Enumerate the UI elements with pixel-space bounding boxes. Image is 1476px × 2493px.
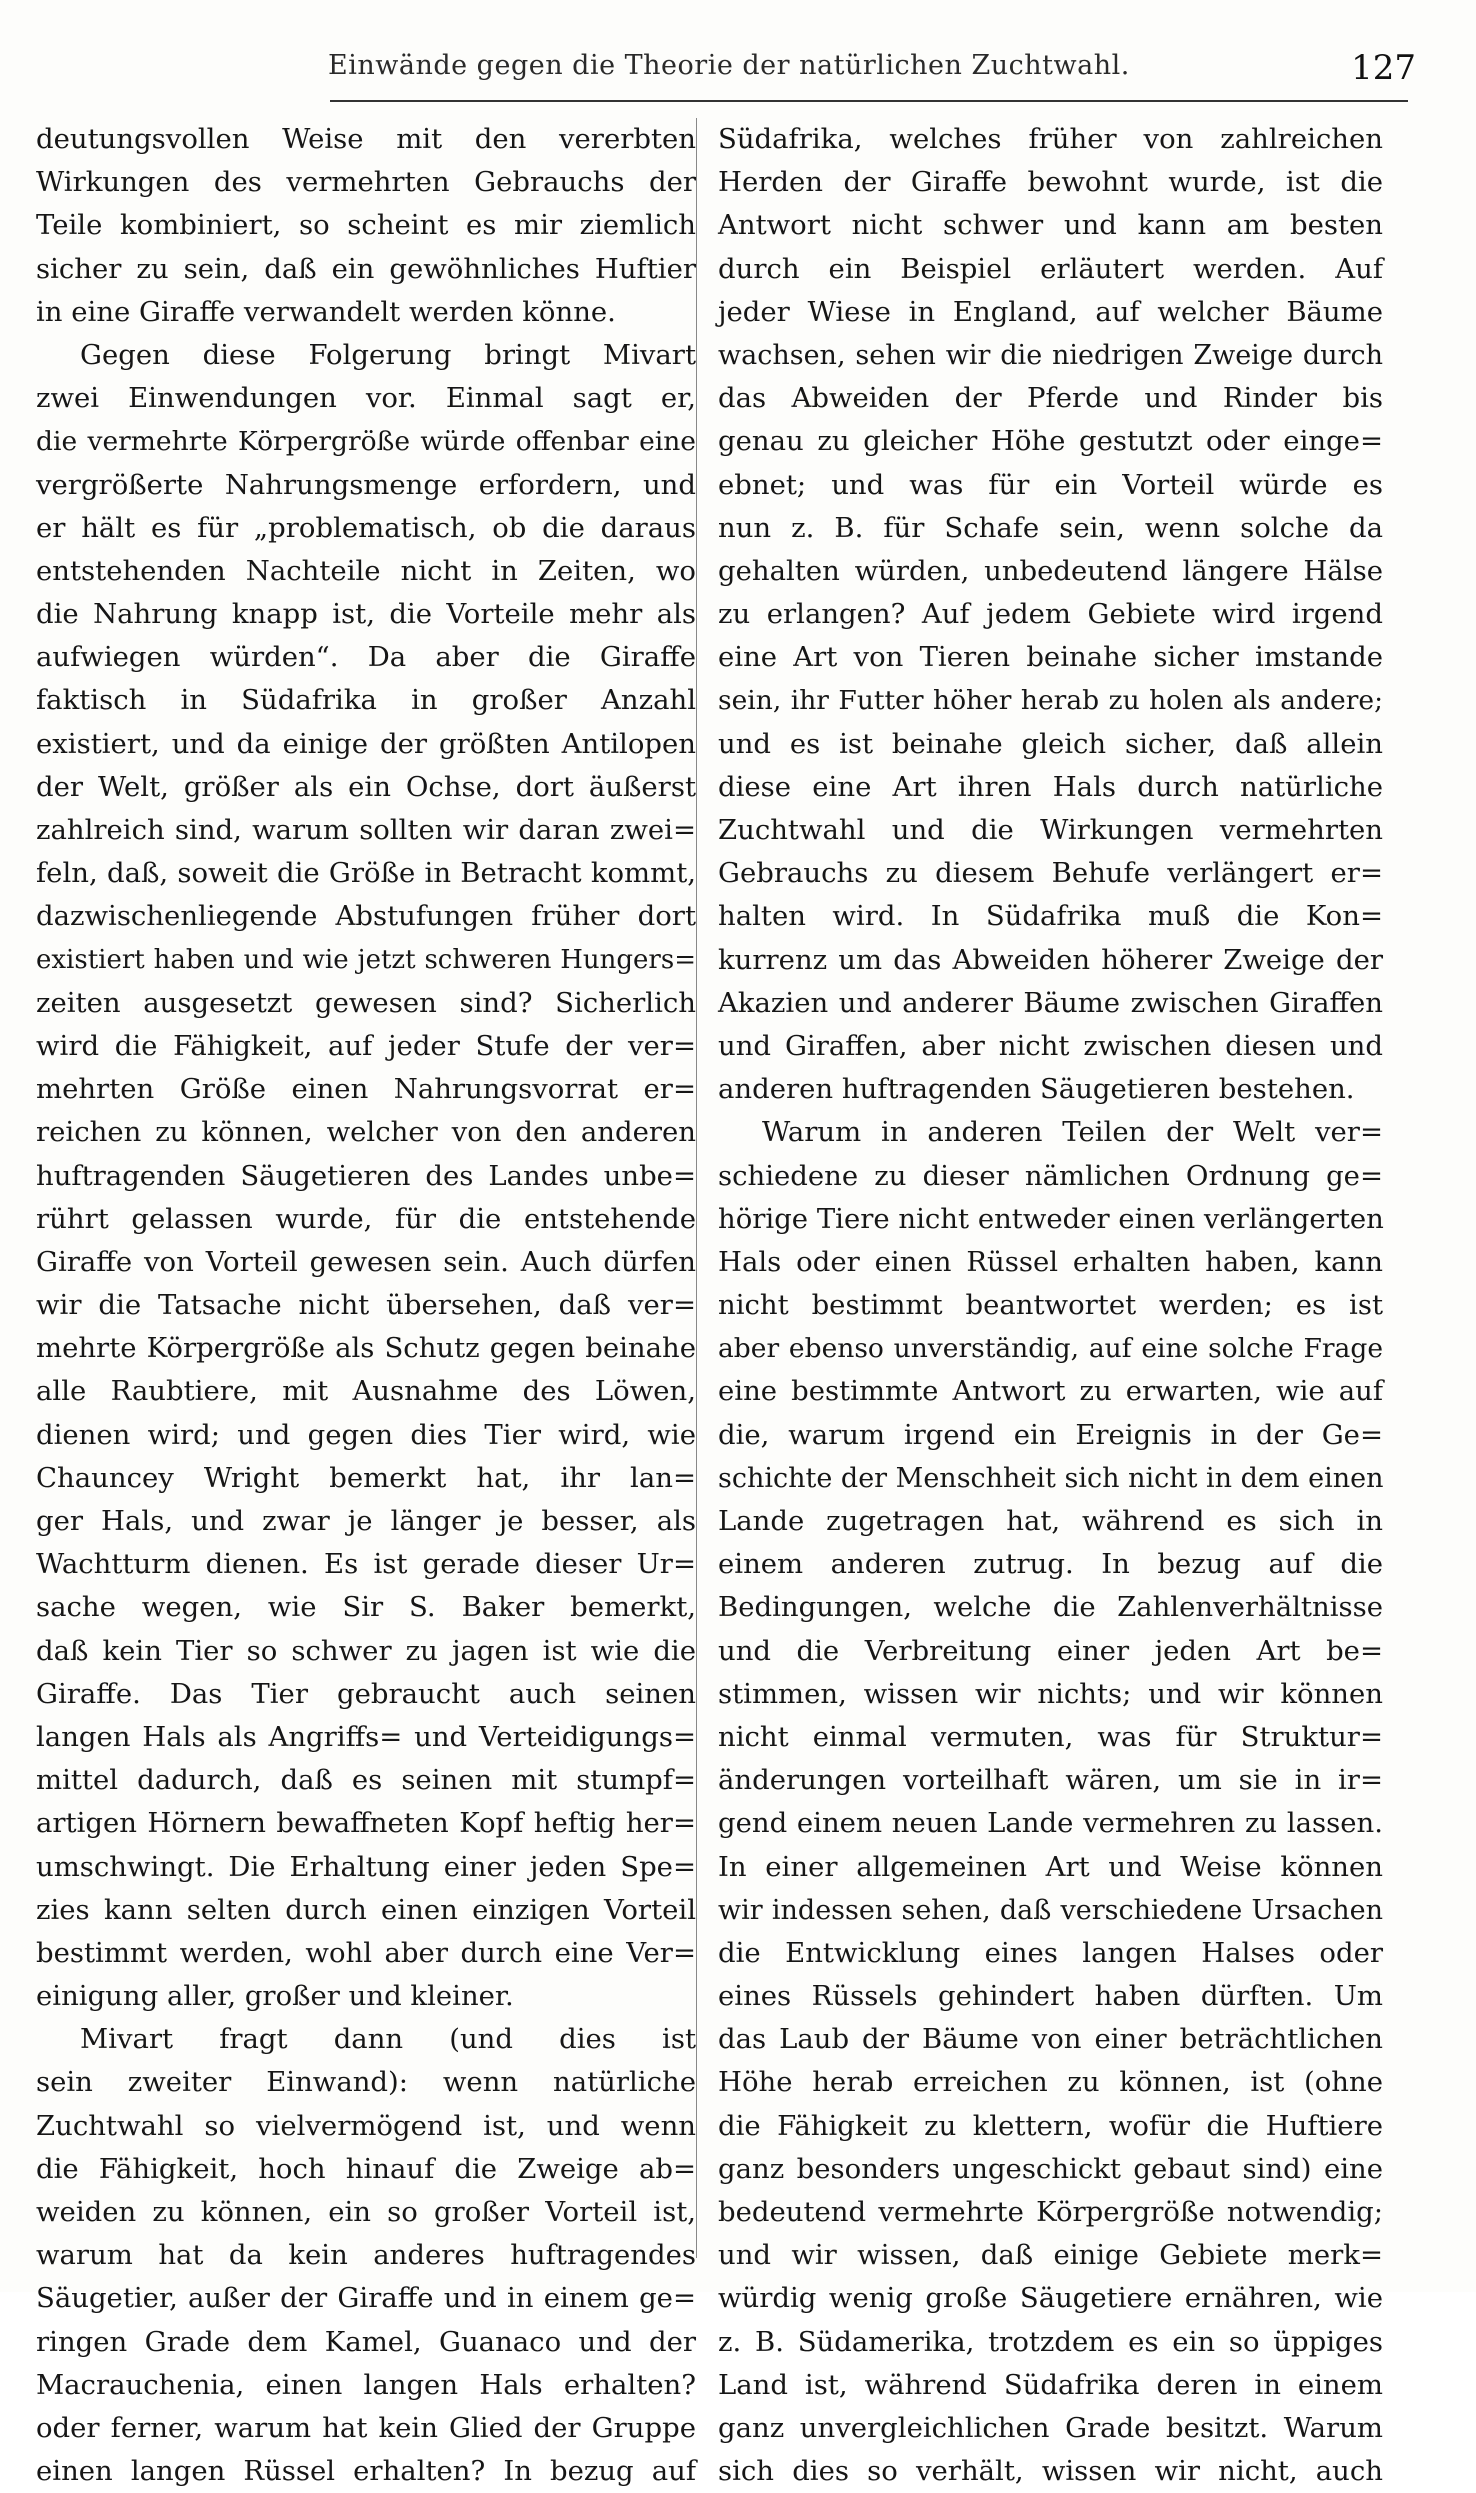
text-line: die Entwicklung eines langen Halses oder: [718, 1936, 1383, 1969]
text-line: mittel dadurch, daß es seinen mit stumpf=: [36, 1764, 696, 1797]
text-line: Giraffe. Das Tier gebraucht auch seinen: [36, 1677, 696, 1710]
text-line: gend einem neuen Lande vermehren zu lassen.: [718, 1807, 1383, 1840]
text-line: eine Art von Tieren beinahe sicher imstande: [718, 641, 1383, 674]
text-line: deutungsvollen Weise mit den vererbten: [36, 123, 696, 155]
text-line: In einer allgemeinen Art und Weise können: [718, 1850, 1383, 1883]
text-line: Gebrauchs zu diesem Behufe verlängert er=: [718, 857, 1383, 890]
text-line: Land ist, während Südafrika deren in einem: [718, 2368, 1383, 2401]
text-line: sein, ihr Futter höher herab zu holen als andere;: [718, 685, 1383, 717]
text-line: zu erlangen? Auf jedem Gebiete wird irgend: [718, 598, 1383, 631]
text-line: die Fähigkeit, hoch hinauf die Zweige ab=: [36, 2152, 696, 2185]
text-line: Mivart fragt dann (und dies ist: [80, 2023, 696, 2056]
text-line: der Welt, größer als ein Ochse, dort äußerst: [36, 770, 696, 803]
text-line: warum hat da kein anderes huftragendes: [36, 2239, 696, 2272]
text-line: bestimmt werden, wohl aber durch eine Ver=: [36, 1936, 696, 1969]
text-line: zies kann selten durch einen einzigen Vorteil: [36, 1893, 696, 1926]
text-line: dazwischenliegende Abstufungen früher dort: [36, 900, 696, 933]
text-line: kurrenz um das Abweiden höherer Zweige der: [718, 943, 1383, 976]
text-line: existiert haben und wie jetzt schweren Hungers=: [36, 944, 696, 975]
text-line: und die Verbreitung einer jeden Art be=: [718, 1634, 1383, 1667]
text-line: Herden der Giraffe bewohnt wurde, ist die: [718, 166, 1383, 199]
text-line: durch ein Beispiel erläutert werden. Auf: [718, 252, 1383, 285]
text-line: Giraffe von Vorteil gewesen sein. Auch dürfen: [36, 1245, 696, 1278]
text-line: jeder Wiese in England, auf welcher Bäume: [718, 295, 1383, 328]
text-line: existiert, und da einige der größten Antilopen: [36, 727, 696, 760]
text-line: langen Hals als Angriffs= und Verteidigungs=: [36, 1720, 696, 1753]
text-line: Säugetier, außer der Giraffe und in einem ge=: [36, 2282, 696, 2315]
text-line: Höhe herab erreichen zu können, ist (ohne: [718, 2066, 1383, 2099]
text-line: Chauncey Wright bemerkt hat, ihr lan=: [36, 1461, 696, 1494]
text-line: Antwort nicht schwer und kann am besten: [718, 209, 1383, 242]
running-head: Einwände gegen die Theorie der natürlichen Zuchtwahl.: [328, 50, 1130, 81]
text-line: zeiten ausgesetzt gewesen sind? Sicherlich: [36, 986, 696, 1019]
text-line: würdig wenig große Säugetiere ernähren, wie: [718, 2282, 1383, 2315]
text-line: und es ist beinahe gleich sicher, daß allein: [718, 727, 1383, 760]
text-line: sein zweiter Einwand): wenn natürliche: [36, 2066, 696, 2099]
text-line: aber ebenso unverständig, auf eine solche Frage: [718, 1333, 1383, 1365]
text-line: ringen Grade dem Kamel, Guanaco und der: [36, 2325, 696, 2358]
text-line: ganz besonders ungeschickt gebaut sind) eine: [718, 2152, 1383, 2185]
text-line: die vermehrte Körpergröße würde offenbar eine: [36, 426, 696, 458]
header-rule: [330, 100, 1408, 102]
text-line: schichte der Menschheit sich nicht in dem einen: [718, 1462, 1384, 1494]
text-line: das Laub der Bäume von einer beträchtlichen: [718, 2023, 1383, 2056]
page-header: [0, 38, 1476, 108]
text-line: ganz unvergleichlichen Grade besitzt. Warum: [718, 2411, 1383, 2444]
text-line: artigen Hörnern bewaffneten Kopf heftig her=: [36, 1807, 696, 1840]
text-line: ger Hals, und zwar je länger je besser, als: [36, 1505, 696, 1537]
text-line: und Giraffen, aber nicht zwischen diesen und: [718, 1029, 1383, 1062]
text-line: wachsen, sehen wir die niedrigen Zweige durch: [718, 339, 1383, 371]
text-line: dienen wird; und gegen dies Tier wird, wie: [36, 1418, 696, 1451]
text-line: schiedene zu dieser nämlichen Ordnung ge=: [718, 1159, 1383, 1192]
text-line: anderen huftragenden Säugetieren bestehen.: [718, 1073, 1355, 1106]
text-line: wird die Fähigkeit, auf jeder Stufe der ver=: [36, 1029, 696, 1062]
text-line: feln, daß, soweit die Größe in Betracht kommt,: [36, 857, 696, 890]
text-line: Warum in anderen Teilen der Welt ver=: [762, 1116, 1383, 1149]
text-line: Wirkungen des vermehrten Gebrauchs der: [36, 166, 696, 199]
text-line: halten wird. In Südafrika muß die Kon=: [718, 900, 1383, 933]
text-line: Teile kombiniert, so scheint es mir ziemlich: [36, 209, 696, 242]
text-line: diese eine Art ihren Hals durch natürliche: [718, 770, 1383, 803]
text-line: mehrten Größe einen Nahrungsvorrat er=: [36, 1073, 696, 1106]
text-line: ebnet; und was für ein Vorteil würde es: [718, 468, 1383, 501]
text-line: reichen zu können, welcher von den anderen: [36, 1116, 696, 1149]
text-line: einen langen Rüssel erhalten? In bezug auf: [36, 2455, 696, 2488]
text-line: die Nahrung knapp ist, die Vorteile mehr als: [36, 598, 696, 631]
text-line: alle Raubtiere, mit Ausnahme des Löwen,: [36, 1375, 696, 1408]
text-line: huftragenden Säugetieren des Landes unbe=: [36, 1159, 696, 1192]
text-line: stimmen, wissen wir nichts; und wir können: [718, 1677, 1383, 1710]
text-line: Hals oder einen Rüssel erhalten haben, kann: [718, 1245, 1383, 1278]
text-line: vergrößerte Nahrungsmenge erfordern, und: [36, 468, 696, 501]
text-line: änderungen vorteilhaft wären, um sie in ir=: [718, 1764, 1383, 1797]
text-line: nun z. B. für Schafe sein, wenn solche da: [718, 511, 1383, 544]
text-line: Lande zugetragen hat, während es sich in: [718, 1505, 1383, 1537]
text-line: daß kein Tier so schwer zu jagen ist wie die: [36, 1634, 696, 1667]
text-line: einigung aller, großer und kleiner.: [36, 1980, 514, 2013]
text-line: sicher zu sein, daß ein gewöhnliches Huftier: [36, 252, 696, 285]
column-divider: [696, 118, 697, 2258]
text-line: zwei Einwendungen vor. Einmal sagt er,: [36, 382, 696, 415]
text-line: wir die Tatsache nicht übersehen, daß ver=: [36, 1289, 696, 1322]
text-line: einem anderen zutrug. In bezug auf die: [718, 1548, 1383, 1581]
text-line: gehalten würden, unbedeutend längere Hälse: [718, 554, 1383, 587]
text-line: zahlreich sind, warum sollten wir daran zwei=: [36, 814, 696, 846]
text-line: sache wegen, wie Sir S. Baker bemerkt,: [36, 1591, 696, 1624]
right-text-column: [718, 118, 1384, 2488]
text-line: rührt gelassen wurde, für die entstehende: [36, 1202, 696, 1235]
text-line: mehrte Körpergröße als Schutz gegen beinahe: [36, 1332, 696, 1365]
text-line: oder ferner, warum hat kein Glied der Gruppe: [36, 2411, 696, 2444]
text-line: und wir wissen, daß einige Gebiete merk=: [718, 2239, 1383, 2272]
text-line: z. B. Südamerika, trotzdem es ein so üppiges: [718, 2325, 1383, 2358]
left-text-column: [36, 118, 696, 2488]
text-line: eine bestimmte Antwort zu erwarten, wie auf: [718, 1375, 1383, 1408]
text-line: Wachtturm dienen. Es ist gerade dieser Ur=: [36, 1548, 696, 1581]
text-line: Bedingungen, welche die Zahlenverhältnisse: [718, 1591, 1383, 1624]
text-line: die, warum irgend ein Ereignis in der Ge=: [718, 1418, 1383, 1451]
text-line: genau zu gleicher Höhe gestutzt oder einge=: [718, 425, 1383, 458]
text-line: Südafrika, welches früher von zahlreichen: [718, 123, 1383, 155]
page-number: 127: [1351, 48, 1416, 88]
text-line: nicht bestimmt beantwortet werden; es ist: [718, 1289, 1383, 1322]
text-line: entstehenden Nachteile nicht in Zeiten, wo: [36, 554, 696, 587]
text-line: Macrauchenia, einen langen Hals erhalten?: [36, 2368, 696, 2401]
text-line: aufwiegen würden“. Da aber die Giraffe: [36, 641, 696, 674]
text-line: er hält es für „problematisch, ob die daraus: [36, 511, 696, 544]
text-line: in eine Giraffe verwandelt werden könne.: [36, 295, 616, 328]
text-line: Zuchtwahl so vielvermögend ist, und wenn: [36, 2109, 696, 2142]
text-line: bedeutend vermehrte Körpergröße notwendig;: [718, 2196, 1383, 2228]
text-line: wir indessen sehen, daß verschiedene Ursachen: [718, 1894, 1383, 1926]
text-line: die Fähigkeit zu klettern, wofür die Huftiere: [718, 2109, 1383, 2142]
text-line: umschwingt. Die Erhaltung einer jeden Spe=: [36, 1850, 696, 1883]
text-line: Zuchtwahl und die Wirkungen vermehrten: [718, 814, 1383, 846]
text-line: nicht einmal vermuten, was für Struktur=: [718, 1720, 1383, 1753]
text-line: weiden zu können, ein so großer Vorteil ist,: [36, 2196, 696, 2228]
text-line: eines Rüssels gehindert haben dürften. Um: [718, 1980, 1383, 2013]
text-line: sich dies so verhält, wissen wir nicht, auch: [718, 2455, 1383, 2488]
text-line: hörige Tiere nicht entweder einen verlängerten: [718, 1202, 1384, 1235]
text-line: Gegen diese Folgerung bringt Mivart: [80, 338, 696, 371]
text-line: das Abweiden der Pferde und Rinder bis: [718, 382, 1383, 415]
text-line: Akazien und anderer Bäume zwischen Giraffen: [718, 986, 1383, 1019]
text-line: faktisch in Südafrika in großer Anzahl: [36, 684, 696, 717]
